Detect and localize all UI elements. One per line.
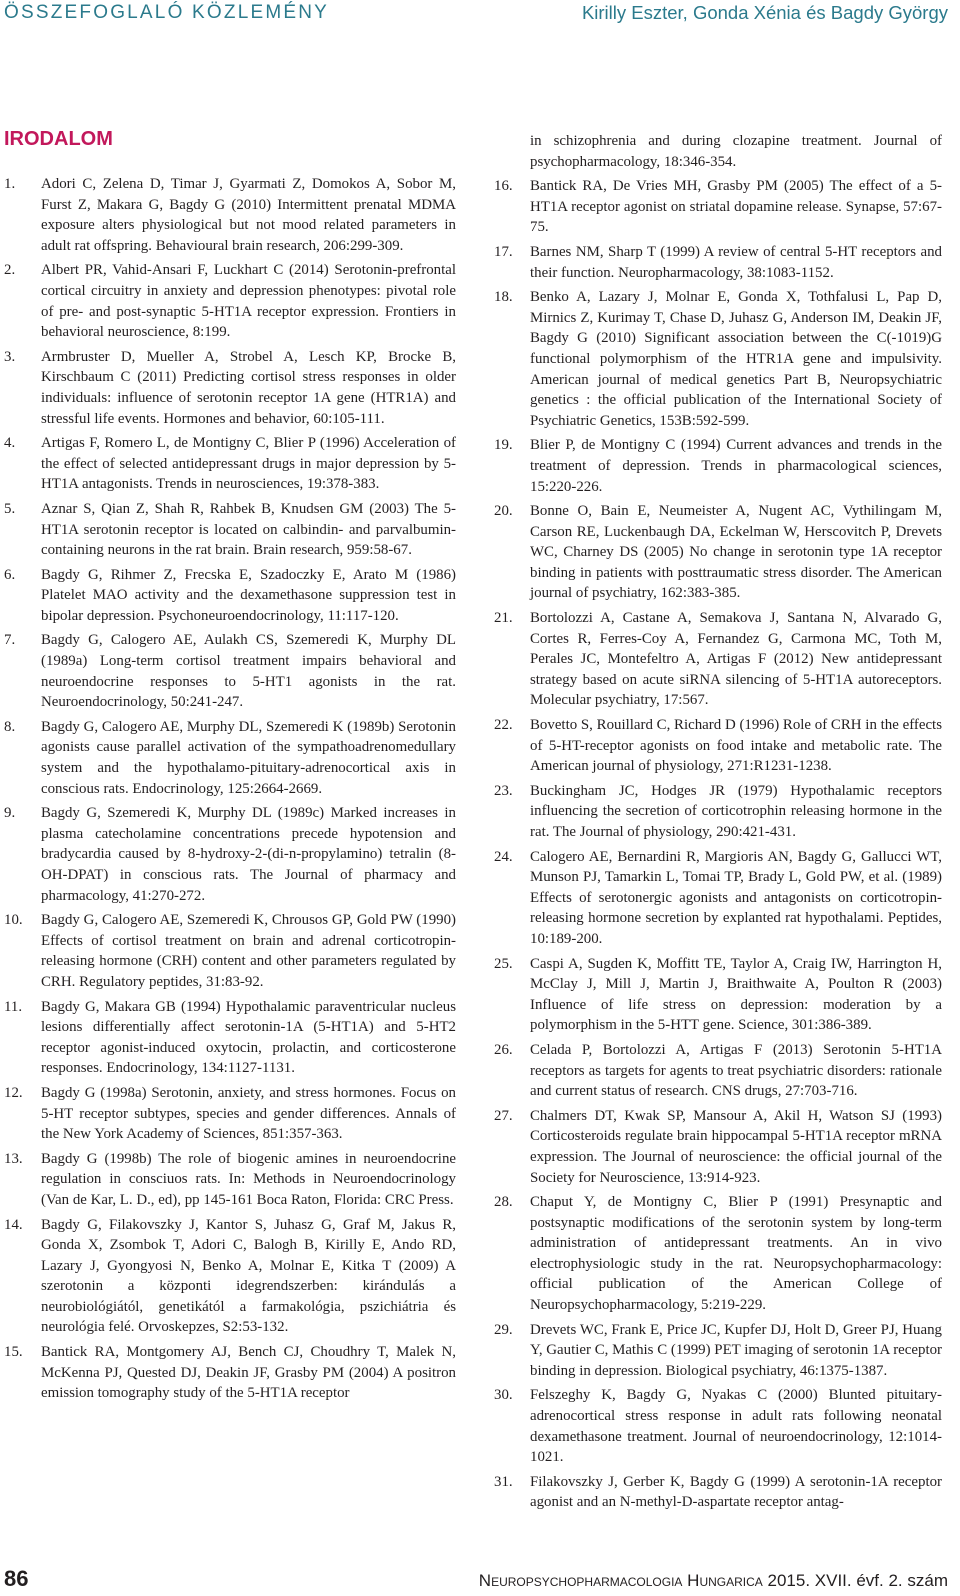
reference-text: Bagdy G, Rihmer Z, Frecska E, Szadoczky E, Arato M (1986) Platelet MAO activity and the dexamethasone suppression test in bipolar depression. Psychoneuroendocrinology, 11:117-120. (41, 566, 456, 624)
reference-text: Bagdy G (1998a) Serotonin, anxiety, and stress hormones. Focus on 5-HT receptor subtypes, species and gender differences. Annals of the New York Academy of Sciences, 851:357-363. (41, 1084, 456, 1143)
reference-item (4, 174, 456, 256)
reference-number: 26. (494, 1041, 513, 1058)
reference-item (494, 287, 942, 431)
reference-item (4, 347, 456, 429)
reference-text: Bantick RA, Montgomery AJ, Bench CJ, Choudhry T, Malek N, McKenna PJ, Quested DJ, Deakin JF, Grasby PM (2004) A positron emission tomography study of the 5-HT1A receptor (41, 1344, 456, 1402)
reference-number: 10. (4, 912, 23, 929)
reference-item (494, 954, 942, 1036)
reference-item (494, 435, 942, 497)
reference-text: Bagdy G, Calogero AE, Szemeredi K, Chrousos GP, Gold PW (1990) Effects of cortisol treatment on brain and adrenal corticotropin-releasing hormone (CRH) content and other parameters regulated by CRH. Regulatory peptides, 31:83-92. (41, 912, 456, 990)
reference-number: 4. (4, 435, 16, 452)
reference-number: 15. (4, 1344, 23, 1361)
reference-text: Buckingham JC, Hodges JR (1979) Hypothalamic receptors influencing the secretion of corticotrophin releasing hormone in the rat. The Journal of physiology, 290:421-431. (530, 782, 942, 840)
reference-number: 7. (4, 632, 16, 649)
page-number: 86 (4, 1566, 29, 1591)
reference-text: Bantick RA, De Vries MH, Grasby PM (2005) The effect of a 5-HT1A receptor agonist on striatal dopamine release. Synapse, 57:67-75. (530, 178, 942, 236)
reference-number: 16. (494, 178, 513, 195)
reference-text: Bagdy G, Makara GB (1994) Hypothalamic paraventricular nucleus lesions differentially affect serotonin-1A (5-HT1A) and 5-HT2 receptor agonist-induced oxytocin, prolactin, and corticosterone responses. Endocrinology, 134:1127-1131. (41, 998, 456, 1077)
reference-text: Bagdy G, Filakovszky J, Kantor S, Juhasz G, Graf M, Jakus R, Gonda X, Zsombok T, Adori C, Balogh B, Kirilly E, Ando RD, Lazary J, Gyongyosi N, Benko A, Molnar E, Kitka T (2009) A szerotonin a központi idegrendszerben: kirándulás a neurobiológiától, genetikától a farmakológia, pszichiátria és neurológia felé. Orvoskepzes, S2:53-132. (41, 1216, 456, 1336)
reference-item (4, 1149, 456, 1211)
reference-text: Artigas F, Romero L, de Montigny C, Blier P (1996) Acceleration of the effect of selected antidepressant drugs in major depression by 5-HT1A antagonists. Trends in neurosciences, 19:378-383. (41, 435, 456, 493)
reference-number: 9. (4, 805, 16, 822)
reference-text: Barnes NM, Sharp T (1999) A review of central 5-HT receptors and their function. Neuropharmacology, 38:1083-1152. (530, 243, 942, 281)
reference-number: 12. (4, 1084, 23, 1101)
reference-number: 5. (4, 500, 16, 517)
reference-item (4, 630, 456, 712)
reference-item (4, 1215, 456, 1339)
reference-number: 21. (494, 610, 513, 627)
reference-number: 6. (4, 566, 16, 583)
reference-item (494, 715, 942, 777)
reference-text: Benko A, Lazary J, Molnar E, Gonda X, Tothfalusi L, Pap D, Mirnics Z, Kurimay T, Chase D, Juhasz G, Anderson IM, Deakin JF, Bagdy G (2010) Significant association between the C(-1019)G functional polymorphism of the HTR1A gene and impulsivity. American journal of medical genetics Part B, Neuropsychiatric genetics : the official publication of the International Society of Psychiatric Genetics, 153B:592-599. (530, 289, 942, 429)
reference-text: Filakovszky J, Gerber K, Bagdy G (1999) A serotonin-1A receptor agonist and an N-methyl-D-aspartate receptor antag- (530, 1473, 942, 1511)
reference-item (4, 1083, 456, 1145)
reference-number: 25. (494, 955, 513, 972)
journal-issue: 2015. XVII. évf. 2. szám (767, 1571, 948, 1590)
reference-text: Caspi A, Sugden K, Moffitt TE, Taylor A, Craig IW, Harrington H, McClay J, Mill J, Martin J, Braithwaite A, Poulton R (2003) Influence of life stress on depression: moderation by a polymorphism in the 5-HTT gene. Science, 301:386-389. (530, 955, 942, 1034)
reference-number: 23. (494, 782, 513, 799)
reference-number: 2. (4, 262, 16, 279)
reference-text: Aznar S, Qian Z, Shah R, Rahbek B, Knudsen GM (2003) The 5-HT1A serotonin receptor is located on calbindin- and parvalbumin-containing neurons in the rat brain. Brain research, 959:58-67. (41, 500, 456, 559)
reference-item (494, 1040, 942, 1102)
reference-number: 14. (4, 1216, 23, 1233)
reference-text: Adori C, Zelena D, Timar J, Gyarmati Z, Domokos A, Sobor M, Furst Z, Makara G, Bagdy G (2010) Intermittent prenatal MDMA exposure alters physiological but not mood related parameters in adult rat offspring. Behavioural brain research, 206:299-309. (41, 176, 456, 254)
reference-text: Chalmers DT, Kwak SP, Mansour A, Akil H, Watson SJ (1993) Corticosteroids regulate brain hippocampal 5-HT1A receptor mRNA expression. The Journal of neuroscience: the official journal of the Society for Neuroscience, 13:914-923. (530, 1107, 942, 1186)
section-heading: IRODALOM (4, 128, 113, 150)
reference-text: Drevets WC, Frank E, Price JC, Kupfer DJ, Holt D, Greer PJ, Huang Y, Gautier C, Mathis C (1999) PET imaging of serotonin 1A receptor binding in depression. Biological psychiatry, 46:1375-1387. (530, 1321, 942, 1379)
reference-column-right (494, 131, 942, 1517)
reference-text: Bortolozzi A, Castane A, Semakova J, Santana N, Alvarado G, Cortes R, Ferres-Coy A, Fernandez G, Carmona MC, Toth M, Perales JC, Montefeltro A, Artigas F (2012) New antidepressant strategy based on acute siRNA silencing of 5-HT1A autoreceptors. Molecular psychiatry, 17:567. (530, 610, 942, 709)
reference-number: 22. (494, 717, 513, 734)
reference-item (4, 717, 456, 799)
reference-item (494, 1320, 942, 1382)
reference-item (4, 803, 456, 906)
reference-text: Armbruster D, Mueller A, Strobel A, Lesch KP, Brocke B, Kirschbaum C (2011) Predicting cortisol stress responses in older individuals: influence of serotonin receptor 1A gene (HTR1A) and stressful life events. Hormones and behavior, 60:105-111. (41, 348, 456, 427)
reference-item (494, 501, 942, 604)
reference-text: Bonne O, Bain E, Neumeister A, Nugent AC, Vythilingam M, Carson RE, Luckenbaugh DA, Eckelman W, Herscovitch P, Drevets WC, Charney DS (2005) No change in serotonin type 1A receptor binding in patients with posttraumatic stress disorder. The American journal of psychiatry, 162:383-385. (530, 503, 942, 602)
reference-text: Albert PR, Vahid-Ansari F, Luckhart C (2014) Serotonin-prefrontal cortical circuitry in anxiety and depression phenotypes: pivotal role of pre- and post-synaptic 5-HT1A receptor expression. Frontiers in behavioral neuroscience, 8:199. (41, 262, 456, 341)
reference-number: 19. (494, 437, 513, 454)
reference-item (4, 565, 456, 627)
article-type-title: ÖSSZEFOGLALÓ KÖZLEMÉNY (4, 2, 330, 23)
reference-item (4, 910, 456, 992)
reference-item (494, 608, 942, 711)
reference-text: Bagdy G, Szemeredi K, Murphy DL (1989c) Marked increases in plasma catecholamine concentrations precede hypotension and bradycardia caused by 8-hydroxy-2-(di-n-propylamino) tetralin (8-OH-DPAT) in conscious rats. The Journal of pharmacy and pharmacology, 41:270-272. (41, 805, 456, 904)
reference-item (494, 242, 942, 283)
reference-item (494, 781, 942, 843)
reference-text: Celada P, Bortolozzi A, Artigas F (2013) Serotonin 5-HT1A receptors as targets for agents to treat psychiatric disorders: rationale and current status of research. CNS drugs, 27:703-716. (530, 1041, 942, 1100)
reference-number: 27. (494, 1107, 513, 1124)
reference-text: Bagdy G, Calogero AE, Murphy DL, Szemeredi K (1989b) Serotonin agonists cause parallel activation of the sympathoadrenomedullary system and the hypothalamo-pituitary-adrenocortical axis in conscious rats. Endocrinology, 125:2664-2669. (41, 718, 456, 797)
reference-item (4, 499, 456, 561)
reference-column-left (4, 174, 456, 1408)
reference-number: 31. (494, 1473, 513, 1490)
reference-item (4, 1342, 456, 1404)
reference-number: 18. (494, 289, 513, 306)
reference-continuation: in schizophrenia and during clozapine treatment. Journal of psychopharmacology, 18:346-354. (530, 133, 942, 170)
reference-text: Bovetto S, Rouillard C, Richard D (1996) Role of CRH in the effects of 5-HT-receptor agonists on food intake and metabolic rate. The American journal of physiology, 271:R1231-1238. (530, 717, 942, 775)
reference-item (494, 1192, 942, 1316)
reference-number: 1. (4, 176, 16, 192)
reference-number: 17. (494, 243, 513, 260)
reference-text: Calogero AE, Bernardini R, Margioris AN, Bagdy G, Gallucci WT, Munson PJ, Tamarkin L, Tomai TP, Brady L, Gold PW, et al. (1989) Effects of serotonergic agonists and antagonists on corticotropin-releasing hormone secretion by explanted rat hypothalami. Peptides, 10:189-200. (530, 848, 942, 947)
reference-item (494, 1106, 942, 1188)
reference-text: Blier P, de Montigny C (1994) Current advances and trends in the treatment of depression. Trends in pharmacological sciences, 15:220-226. (530, 437, 942, 495)
reference-number: 29. (494, 1321, 513, 1338)
reference-number: 20. (494, 503, 513, 520)
reference-text: Chaput Y, de Montigny C, Blier P (1991) Presynaptic and postsynaptic modifications of the serotonin system by long-term administration of antidepressant treatments. An in vivo electrophysiologic study in the rat. Neuropsychopharmacology: official publication of the American College of Neuropsychopharmacology, 5:219-229. (530, 1194, 942, 1314)
reference-item (494, 847, 942, 950)
reference-number: 11. (4, 998, 23, 1015)
reference-text: Bagdy G, Calogero AE, Aulakh CS, Szemeredi K, Murphy DL (1989a) Long-term cortisol treatment impairs behavioral and neuroendocrine responses to 5-HT1 agonists in the rat. Neuroendocrinology, 50:241-247. (41, 632, 456, 711)
reference-item (4, 433, 456, 495)
reference-number: 24. (494, 848, 513, 865)
reference-item (494, 176, 942, 238)
article-authors: Kirilly Eszter, Gonda Xénia és Bagdy György (581, 2, 948, 23)
reference-item (4, 260, 456, 342)
reference-text: Felszeghy K, Bagdy G, Nyakas C (2000) Blunted pituitary-adrenocortical stress response in adult rats following neonatal dexamethasone treatment. Journal of neuroendocrinology, 12:1014-1021. (530, 1387, 942, 1466)
reference-number: 13. (4, 1150, 23, 1167)
reference-number: 3. (4, 348, 16, 365)
reference-number: 28. (494, 1194, 513, 1211)
reference-item (494, 1472, 942, 1513)
reference-number: 30. (494, 1387, 513, 1404)
reference-item (494, 1385, 942, 1467)
reference-text: Bagdy G (1998b) The role of biogenic amines in neuroendocrine regulation in consciuos rats. In: Methods in Neuroendocrinology (Van de Kar, L. D., ed), pp 145-161 Boca Raton, Florida: CRC Press. (41, 1150, 456, 1208)
reference-item (4, 997, 456, 1079)
reference-number: 8. (4, 718, 16, 735)
journal-footer (479, 1571, 948, 1591)
journal-name: Neuropsychopharmacologia Hungarica (478, 1571, 763, 1590)
